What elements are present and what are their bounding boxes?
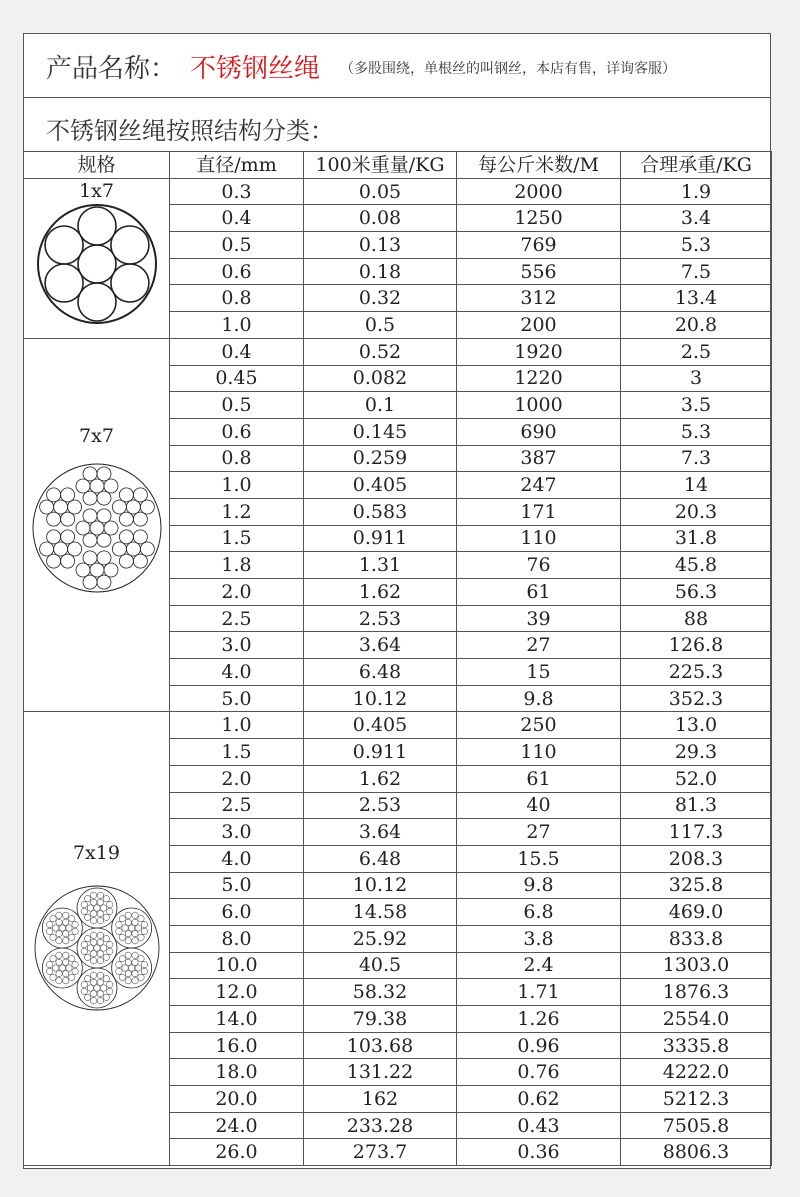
load-cell: 2.5 <box>621 338 772 365</box>
weight-cell: 10.12 <box>304 685 457 712</box>
weight-cell: 0.911 <box>304 739 457 766</box>
load-cell: 3335.8 <box>621 1032 772 1059</box>
meters-per-kg-cell: 0.96 <box>457 1032 621 1059</box>
diameter-cell: 0.45 <box>170 365 304 392</box>
diameter-cell: 2.5 <box>170 605 304 632</box>
structure-cell <box>24 178 170 338</box>
diameter-cell: 1.8 <box>170 552 304 579</box>
diameter-cell: 2.0 <box>170 765 304 792</box>
diameter-cell: 6.0 <box>170 899 304 926</box>
meters-per-kg-cell: 250 <box>457 712 621 739</box>
diameter-cell: 2.0 <box>170 579 304 606</box>
diameter-cell: 8.0 <box>170 925 304 952</box>
col-header-meters-per-kg: 每公斤米数/M <box>457 152 621 179</box>
load-cell: 833.8 <box>621 925 772 952</box>
meters-per-kg-cell: 0.62 <box>457 1086 621 1113</box>
col-header-load: 合理承重/KG <box>621 152 772 179</box>
meters-per-kg-cell: 0.76 <box>457 1059 621 1086</box>
diameter-cell: 20.0 <box>170 1086 304 1113</box>
meters-per-kg-cell: 1.26 <box>457 1006 621 1033</box>
load-cell: 13.4 <box>621 285 772 312</box>
weight-cell: 0.13 <box>304 232 457 259</box>
load-cell: 88 <box>621 605 772 632</box>
load-cell: 3.4 <box>621 205 772 232</box>
load-cell: 14 <box>621 472 772 499</box>
diameter-cell: 5.0 <box>170 685 304 712</box>
weight-cell: 3.64 <box>304 632 457 659</box>
load-cell: 81.3 <box>621 792 772 819</box>
meters-per-kg-cell: 1920 <box>457 338 621 365</box>
weight-cell: 58.32 <box>304 979 457 1006</box>
col-header-structure: 规格 <box>24 152 170 179</box>
meters-per-kg-cell: 2.4 <box>457 952 621 979</box>
meters-per-kg-cell: 61 <box>457 579 621 606</box>
diameter-cell: 26.0 <box>170 1139 304 1166</box>
table-row <box>24 712 772 739</box>
meters-per-kg-cell: 769 <box>457 232 621 259</box>
diameter-cell: 2.5 <box>170 792 304 819</box>
weight-cell: 1.62 <box>304 579 457 606</box>
weight-cell: 40.5 <box>304 952 457 979</box>
load-cell: 20.3 <box>621 498 772 525</box>
load-cell: 56.3 <box>621 579 772 606</box>
meters-per-kg-cell: 39 <box>457 605 621 632</box>
load-cell: 3.5 <box>621 392 772 419</box>
load-cell: 3 <box>621 365 772 392</box>
load-cell: 45.8 <box>621 552 772 579</box>
meters-per-kg-cell: 200 <box>457 312 621 339</box>
meters-per-kg-cell: 1000 <box>457 392 621 419</box>
meters-per-kg-cell: 690 <box>457 418 621 445</box>
load-cell: 20.8 <box>621 312 772 339</box>
diameter-cell: 1.2 <box>170 498 304 525</box>
meters-per-kg-cell: 0.43 <box>457 1112 621 1139</box>
meters-per-kg-cell: 27 <box>457 819 621 846</box>
weight-cell: 2.53 <box>304 605 457 632</box>
diameter-cell: 5.0 <box>170 872 304 899</box>
load-cell: 325.8 <box>621 872 772 899</box>
weight-cell: 0.32 <box>304 285 457 312</box>
diameter-cell: 12.0 <box>170 979 304 1006</box>
diameter-cell: 0.3 <box>170 178 304 205</box>
meters-per-kg-cell: 1250 <box>457 205 621 232</box>
diameter-cell: 1.5 <box>170 739 304 766</box>
weight-cell: 103.68 <box>304 1032 457 1059</box>
meters-per-kg-cell: 110 <box>457 739 621 766</box>
weight-cell: 6.48 <box>304 659 457 686</box>
col-header-weight: 100米重量/KG <box>304 152 457 179</box>
weight-cell: 0.08 <box>304 205 457 232</box>
spec-sheet <box>23 33 771 1169</box>
meters-per-kg-cell: 171 <box>457 498 621 525</box>
load-cell: 352.3 <box>621 685 772 712</box>
weight-cell: 131.22 <box>304 1059 457 1086</box>
load-cell: 469.0 <box>621 899 772 926</box>
meters-per-kg-cell: 0.36 <box>457 1139 621 1166</box>
structure-label: 7x19 <box>73 842 120 865</box>
diameter-cell: 4.0 <box>170 659 304 686</box>
diameter-cell: 14.0 <box>170 1006 304 1033</box>
load-cell: 126.8 <box>621 632 772 659</box>
weight-cell: 273.7 <box>304 1139 457 1166</box>
weight-cell: 14.58 <box>304 899 457 926</box>
load-cell: 5.3 <box>621 232 772 259</box>
meters-per-kg-cell: 247 <box>457 472 621 499</box>
diameter-cell: 10.0 <box>170 952 304 979</box>
product-name: 不锈钢丝绳 <box>190 54 321 84</box>
table-row <box>24 178 772 205</box>
weight-cell: 6.48 <box>304 845 457 872</box>
weight-cell: 2.53 <box>304 792 457 819</box>
meters-per-kg-cell: 40 <box>457 792 621 819</box>
diameter-cell: 1.0 <box>170 472 304 499</box>
meters-per-kg-cell: 110 <box>457 525 621 552</box>
diameter-cell: 0.8 <box>170 285 304 312</box>
table-header-row <box>24 152 772 179</box>
weight-cell: 0.082 <box>304 365 457 392</box>
meters-per-kg-cell: 1220 <box>457 365 621 392</box>
diameter-cell: 0.5 <box>170 232 304 259</box>
weight-cell: 0.405 <box>304 712 457 739</box>
table-body <box>24 178 772 1165</box>
weight-cell: 0.583 <box>304 498 457 525</box>
table-row <box>24 338 772 365</box>
strand-1x7-icon <box>35 202 159 326</box>
diameter-cell: 1.5 <box>170 525 304 552</box>
meters-per-kg-cell: 9.8 <box>457 685 621 712</box>
load-cell: 4222.0 <box>621 1059 772 1086</box>
meters-per-kg-cell: 6.8 <box>457 899 621 926</box>
load-cell: 7.5 <box>621 258 772 285</box>
load-cell: 225.3 <box>621 659 772 686</box>
diameter-cell: 18.0 <box>170 1059 304 1086</box>
load-cell: 2554.0 <box>621 1006 772 1033</box>
diameter-cell: 0.6 <box>170 418 304 445</box>
weight-cell: 0.18 <box>304 258 457 285</box>
structure-label: 7x7 <box>79 424 114 447</box>
load-cell: 1876.3 <box>621 979 772 1006</box>
spec-table <box>23 151 772 1166</box>
meters-per-kg-cell: 2000 <box>457 178 621 205</box>
product-name-label: 产品名称： <box>46 54 177 84</box>
load-cell: 7.3 <box>621 445 772 472</box>
meters-per-kg-cell: 61 <box>457 765 621 792</box>
load-cell: 29.3 <box>621 739 772 766</box>
diameter-cell: 0.4 <box>170 338 304 365</box>
load-cell: 5.3 <box>621 418 772 445</box>
meters-per-kg-cell: 556 <box>457 258 621 285</box>
col-header-diameter: 直径/mm <box>170 152 304 179</box>
diameter-cell: 1.0 <box>170 312 304 339</box>
weight-cell: 3.64 <box>304 819 457 846</box>
product-note: （多股围绕，单根丝的叫钢丝，本店有售，详询客服） <box>340 61 676 77</box>
weight-cell: 1.62 <box>304 765 457 792</box>
diameter-cell: 1.0 <box>170 712 304 739</box>
structure-cell <box>24 338 170 712</box>
diameter-cell: 0.4 <box>170 205 304 232</box>
title-row <box>24 34 770 98</box>
load-cell: 208.3 <box>621 845 772 872</box>
meters-per-kg-cell: 3.8 <box>457 925 621 952</box>
weight-cell: 0.911 <box>304 525 457 552</box>
load-cell: 52.0 <box>621 765 772 792</box>
load-cell: 5212.3 <box>621 1086 772 1113</box>
weight-cell: 0.05 <box>304 178 457 205</box>
section-title: 不锈钢丝绳按照结构分类： <box>46 117 334 145</box>
load-cell: 7505.8 <box>621 1112 772 1139</box>
diameter-cell: 0.8 <box>170 445 304 472</box>
meters-per-kg-cell: 1.71 <box>457 979 621 1006</box>
weight-cell: 0.405 <box>304 472 457 499</box>
weight-cell: 0.259 <box>304 445 457 472</box>
strand-7x19-icon <box>33 884 161 1012</box>
load-cell: 117.3 <box>621 819 772 846</box>
diameter-cell: 3.0 <box>170 632 304 659</box>
meters-per-kg-cell: 27 <box>457 632 621 659</box>
weight-cell: 0.1 <box>304 392 457 419</box>
load-cell: 31.8 <box>621 525 772 552</box>
load-cell: 13.0 <box>621 712 772 739</box>
diameter-cell: 0.5 <box>170 392 304 419</box>
weight-cell: 0.5 <box>304 312 457 339</box>
diameter-cell: 4.0 <box>170 845 304 872</box>
strand-7x7-icon <box>30 461 164 595</box>
meters-per-kg-cell: 15.5 <box>457 845 621 872</box>
meters-per-kg-cell: 9.8 <box>457 872 621 899</box>
weight-cell: 25.92 <box>304 925 457 952</box>
structure-label: 1x7 <box>79 179 114 202</box>
meters-per-kg-cell: 312 <box>457 285 621 312</box>
weight-cell: 0.52 <box>304 338 457 365</box>
meters-per-kg-cell: 76 <box>457 552 621 579</box>
diameter-cell: 0.6 <box>170 258 304 285</box>
subtitle-row <box>24 97 770 151</box>
weight-cell: 162 <box>304 1086 457 1113</box>
weight-cell: 0.145 <box>304 418 457 445</box>
diameter-cell: 3.0 <box>170 819 304 846</box>
meters-per-kg-cell: 15 <box>457 659 621 686</box>
structure-cell <box>24 712 170 1166</box>
diameter-cell: 16.0 <box>170 1032 304 1059</box>
weight-cell: 79.38 <box>304 1006 457 1033</box>
meters-per-kg-cell: 387 <box>457 445 621 472</box>
diameter-cell: 24.0 <box>170 1112 304 1139</box>
weight-cell: 10.12 <box>304 872 457 899</box>
load-cell: 1.9 <box>621 178 772 205</box>
load-cell: 8806.3 <box>621 1139 772 1166</box>
weight-cell: 233.28 <box>304 1112 457 1139</box>
weight-cell: 1.31 <box>304 552 457 579</box>
load-cell: 1303.0 <box>621 952 772 979</box>
